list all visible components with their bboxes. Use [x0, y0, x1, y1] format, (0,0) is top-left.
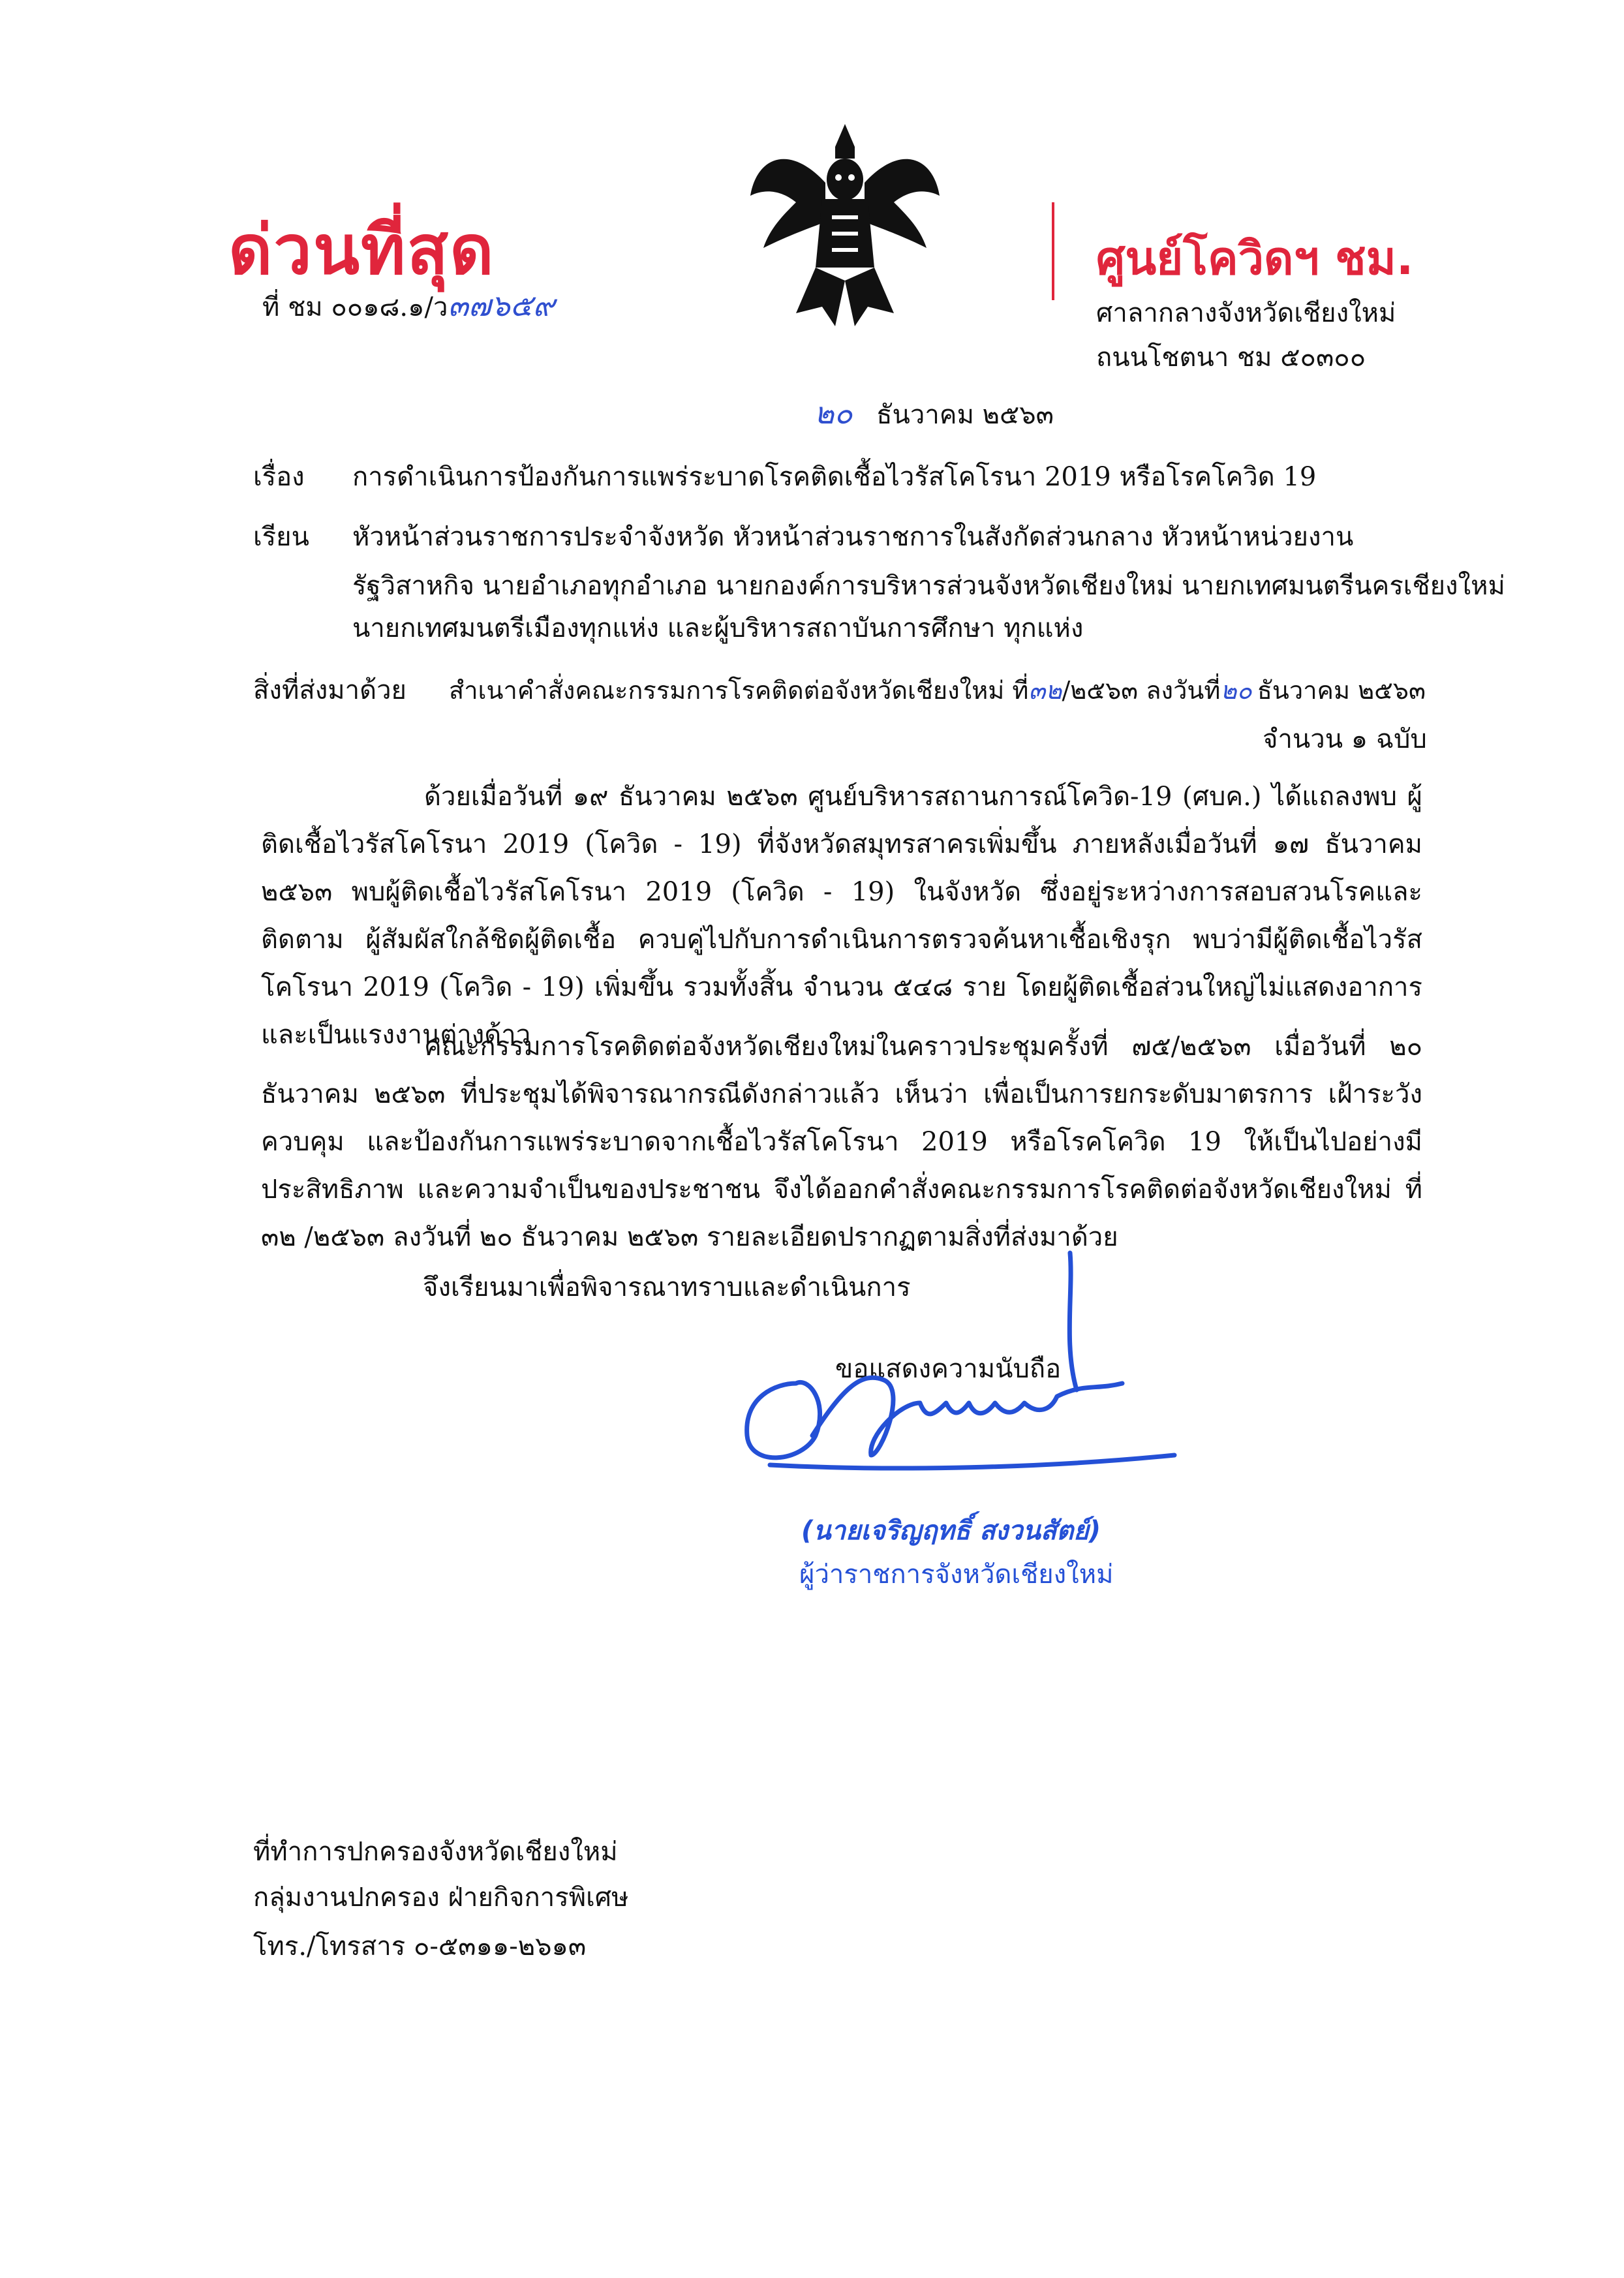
- covid-center-stamp: ศูนย์โควิดฯ ชม.: [1096, 232, 1414, 285]
- closing-sentence: จึงเรียนมาเพื่อพิจารณาทราบและดำเนินการ: [423, 1272, 911, 1302]
- urgent-stamp: ด่วนที่สุด: [228, 210, 495, 290]
- to-label: เรียน: [253, 522, 309, 552]
- salutation: ขอแสดงความนับถือ: [835, 1354, 1062, 1384]
- office-address-line2: ถนนโชตนา ชม ๕๐๓๐๐: [1096, 343, 1366, 373]
- enclosure-day-handwritten: ๒๐: [1220, 676, 1252, 705]
- stamp-divider: [1052, 202, 1054, 300]
- office-address-line1: ศาลากลางจังหวัดเชียงใหม่: [1096, 298, 1396, 328]
- signatory-name: (นายเจริญฤทธิ์ สงวนสัตย์): [801, 1516, 1101, 1546]
- enclosure-count: จำนวน ๑ ฉบับ: [1263, 724, 1427, 754]
- footer-phone: โทร./โทรสาร ๐-๕๓๑๑-๒๖๑๓: [253, 1932, 587, 1962]
- enclosure-number-handwritten: ๓๒: [1028, 676, 1062, 705]
- to-line-2: รัฐวิสาหกิจ นายอำเภอทุกอำเภอ นายกองค์การบริหารส่วนจังหวัดเชียงใหม่ นายกเทศมนตรีนครเชียงใหม่: [352, 571, 1505, 601]
- date-day-handwritten: ๒๐: [814, 395, 853, 431]
- to-line-3: นายกเทศมนตรีเมืองทุกแห่ง และผู้บริหารสถาบันการศึกษา ทุกแห่ง: [352, 613, 1084, 643]
- signature-icon: [731, 1240, 1187, 1514]
- ref-number: ที่ ชม ๐๐๑๘.๑/ว: [262, 292, 448, 322]
- footer-division: กลุ่มงานปกครอง ฝ่ายกิจการพิเศษ: [253, 1883, 629, 1913]
- to-line-1: หัวหน้าส่วนราชการประจำจังหวัด หัวหน้าส่วนราชการในสังกัดส่วนกลาง หัวหน้าหน่วยงาน: [352, 522, 1354, 552]
- signatory-title: ผู้ว่าราชการจังหวัดเชียงใหม่: [799, 1560, 1114, 1590]
- ref-number-handwritten: ๓๗๖๕๙: [448, 288, 555, 323]
- enclosure-label: สิ่งที่ส่งมาด้วย: [253, 675, 406, 705]
- date-month-year: ธันวาคม ๒๕๖๓: [876, 400, 1054, 430]
- enclosure-text-c: ธันวาคม ๒๕๖๓: [1257, 676, 1426, 705]
- enclosure-text-a: สำเนาคำสั่งคณะกรรมการโรคติดต่อจังหวัดเชียงใหม่ ที่: [449, 676, 1029, 705]
- enclosure-text-b: /๒๕๖๓ ลงวันที่: [1062, 676, 1221, 705]
- body-paragraph-1: ด้วยเมื่อวันที่ ๑๙ ธันวาคม ๒๕๖๓ ศูนย์บริหารสถานการณ์โควิด-19 (ศบค.) ได้แถลงพบ ผู้ติดเชื้อไวรัสโคโรนา 2019 (โควิด - 19) ที่จังหวัดสมุทรสาครเพิ่มขึ้น ภายหลังเมื่อวันที่ ๑๗ ธันวาคม ๒๕๖๓ พบผู้ติดเชื้อไวรัสโคโรนา 2019 (โควิด - 19) ในจังหวัด ซึ่งอยู่ระหว่างการสอบสวนโรคและติดตาม ผู้สัมผัสใกล้ชิดผู้ติดเชื้อ ควบคู่ไปกับการดำเนินการตรวจค้นหาเชื้อเชิงรุก พบว่ามีผู้ติดเชื้อไวรัสโคโรนา 2019 (โควิด - 19) เพิ่มขึ้น รวมทั้งสิ้น จำนวน ๕๔๘ ราย โดยผู้ติดเชื้อส่วนใหญ่ไม่แสดงอาการและเป็นแรงงานต่างด้าว: [261, 782, 1422, 1050]
- body-paragraph-2: คณะกรรมการโรคติดต่อจังหวัดเชียงใหม่ในคราวประชุมครั้งที่ ๗๕/๒๕๖๓ เมื่อวันที่ ๒๐ ธันวาคม ๒๕๖๓ ที่ประชุมได้พิจารณากรณีดังกล่าวแล้ว เห็นว่า เพื่อเป็นการยกระดับมาตรการ เฝ้าระวัง ควบคุม และป้องกันการแพร่ระบาดจากเชื้อไวรัสโคโรนา 2019 หรือโรคโควิด 19 ให้เป็นไปอย่างมี ประสิทธิภาพ และความจำเป็นของประชาชน จึงได้ออกคำสั่งคณะกรรมการโรคติดต่อจังหวัดเชียงใหม่ ที่ ๓๒ /๒๕๖๓ ลงวันที่ ๒๐ ธันวาคม ๒๕๖๓ รายละเอียดปรากฏตามสิ่งที่ส่งมาด้วย: [261, 1032, 1422, 1252]
- garuda-emblem-icon: [744, 117, 946, 333]
- subject-text: การดำเนินการป้องกันการแพร่ระบาดโรคติดเชื้อไวรัสโคโรนา 2019 หรือโรคโควิด 19: [352, 462, 1317, 492]
- footer-office: ที่ทำการปกครองจังหวัดเชียงใหม่: [253, 1837, 618, 1867]
- subject-label: เรื่อง: [253, 462, 305, 492]
